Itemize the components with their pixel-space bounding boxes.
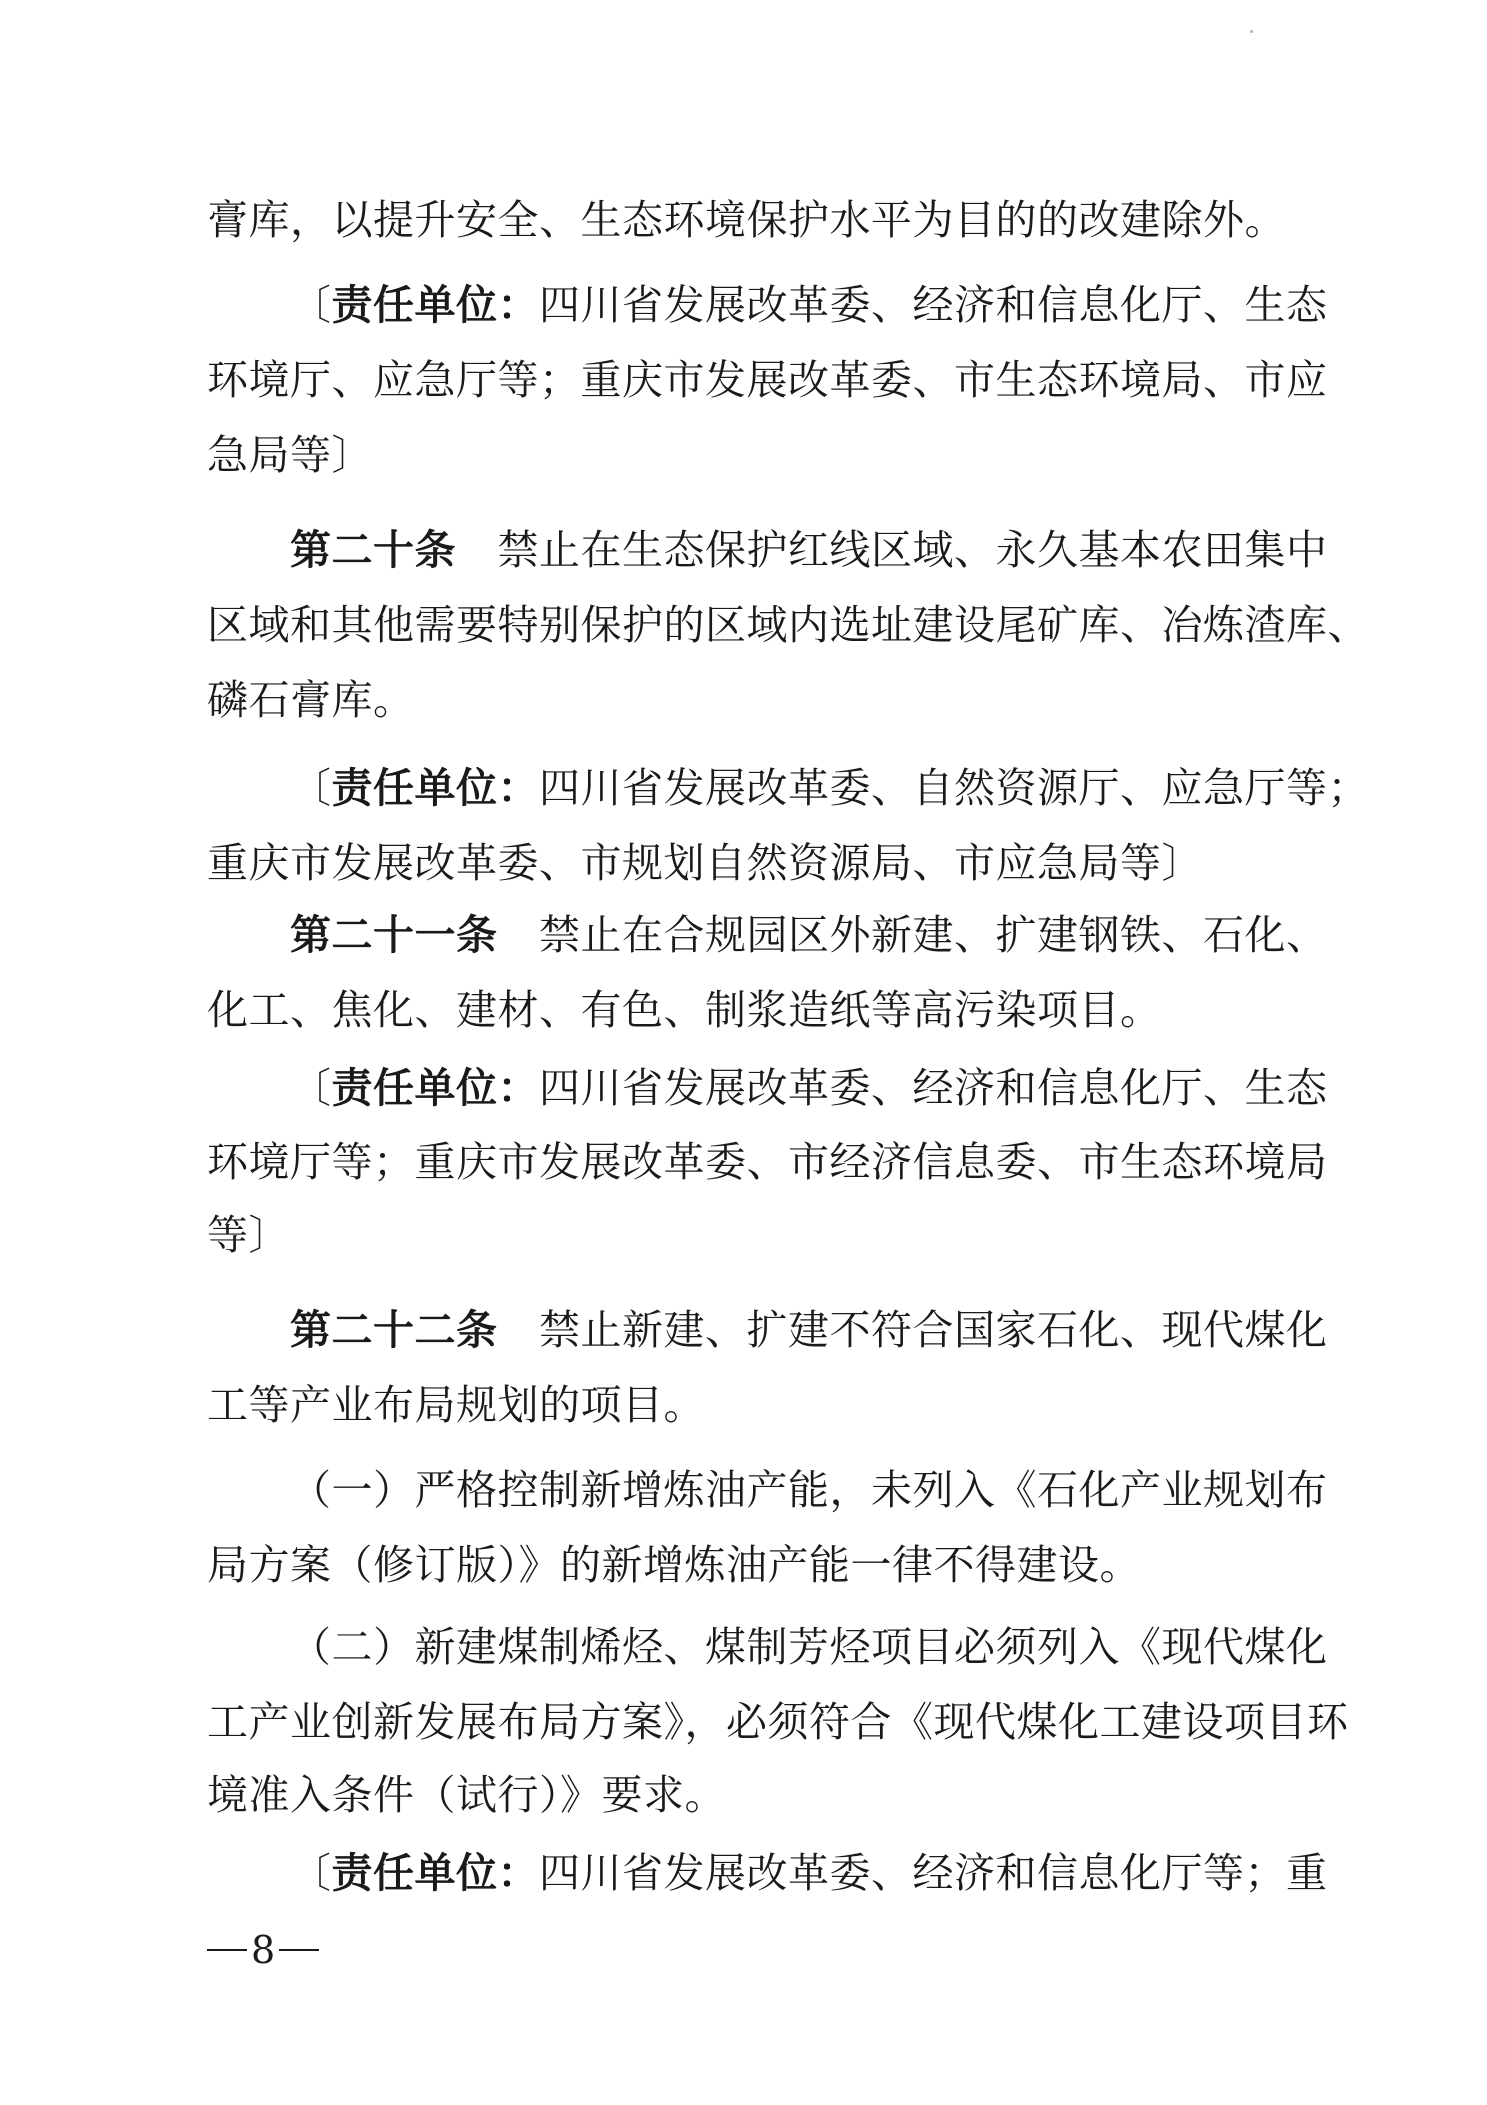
page-number: 8 xyxy=(251,1928,276,1972)
responsibility-label: 责任单位： xyxy=(331,281,539,329)
text: 局方案（修订版）》的新增炼油产能一律不得建设。 xyxy=(207,1541,1141,1589)
dash-right xyxy=(279,1949,319,1951)
clause-line xyxy=(290,1465,1328,1515)
text-line xyxy=(207,430,373,480)
responsibility-label: 责任单位： xyxy=(331,1849,539,1897)
bracket: 〔 xyxy=(290,764,332,812)
text-line xyxy=(207,1540,1141,1590)
text: 重庆市发展改革委、市规划自然资源局、市应急局等〕 xyxy=(207,839,1203,887)
text: 化工、焦化、建材、有色、制浆造纸等高污染项目。 xyxy=(207,986,1162,1034)
text: 禁止新建、扩建不符合国家石化、现代煤化 xyxy=(497,1306,1328,1354)
text: 工产业创新发展布局方案》，必须符合《现代煤化工建设项目环 xyxy=(207,1698,1349,1746)
text: 四川省发展改革委、自然资源厅、应急厅等； xyxy=(539,764,1369,812)
article-heading: 第二十二条 xyxy=(290,1306,498,1354)
page-footer xyxy=(203,1930,323,1970)
text: 等〕 xyxy=(207,1211,290,1259)
text: 膏库，以提升安全、生态环境保护水平为目的的改建除外。 xyxy=(207,196,1286,244)
text: 急局等〕 xyxy=(207,431,373,479)
text: 四川省发展改革委、经济和信息化厅、生态 xyxy=(539,281,1328,329)
text-line xyxy=(207,838,1203,888)
text: 磷石膏库。 xyxy=(207,676,415,724)
responsibility-line xyxy=(290,1063,1328,1113)
responsibility-line xyxy=(290,280,1328,330)
text-line xyxy=(207,1380,705,1430)
responsibility-label: 责任单位： xyxy=(331,1064,539,1112)
text: 区域和其他需要特别保护的区域内选址建设尾矿库、冶炼渣库、 xyxy=(207,601,1369,649)
article-line xyxy=(290,525,1328,575)
responsibility-label: 责任单位： xyxy=(331,764,539,812)
text-line xyxy=(207,1770,726,1820)
text-line xyxy=(207,1137,1328,1187)
bracket: 〔 xyxy=(290,1064,332,1112)
dash-left xyxy=(207,1949,247,1951)
text: （一）严格控制新增炼油产能，未列入《石化产业规划布 xyxy=(290,1466,1328,1514)
scan-dot xyxy=(1250,30,1253,33)
bracket: 〔 xyxy=(290,281,332,329)
article-line xyxy=(290,910,1328,960)
text-line xyxy=(207,1697,1349,1747)
text-line xyxy=(207,355,1328,405)
text: 环境厅等；重庆市发展改革委、市经济信息委、市生态环境局 xyxy=(207,1138,1328,1186)
text: 境准入条件（试行）》要求。 xyxy=(207,1771,726,1819)
text: （二）新建煤制烯烃、煤制芳烃项目必须列入《现代煤化 xyxy=(290,1623,1328,1671)
article-line xyxy=(290,1305,1328,1355)
text-line xyxy=(207,985,1162,1035)
text: 工等产业布局规划的项目。 xyxy=(207,1381,705,1429)
article-heading: 第二十条 xyxy=(290,526,456,574)
text-line xyxy=(207,195,1286,245)
text-line xyxy=(207,600,1369,650)
text-line xyxy=(207,675,415,725)
text: 环境厅、应急厅等；重庆市发展改革委、市生态环境局、市应 xyxy=(207,356,1328,404)
clause-line xyxy=(290,1622,1328,1672)
text: 禁止在生态保护红线区域、永久基本农田集中 xyxy=(456,526,1328,574)
responsibility-line xyxy=(290,1848,1328,1898)
text: 四川省发展改革委、经济和信息化厅等；重 xyxy=(539,1849,1328,1897)
text: 四川省发展改革委、经济和信息化厅、生态 xyxy=(539,1064,1328,1112)
article-heading: 第二十一条 xyxy=(290,911,498,959)
text-line xyxy=(207,1210,290,1260)
text: 禁止在合规园区外新建、扩建钢铁、石化、 xyxy=(497,911,1328,959)
responsibility-line xyxy=(290,763,1369,813)
bracket: 〔 xyxy=(290,1849,332,1897)
